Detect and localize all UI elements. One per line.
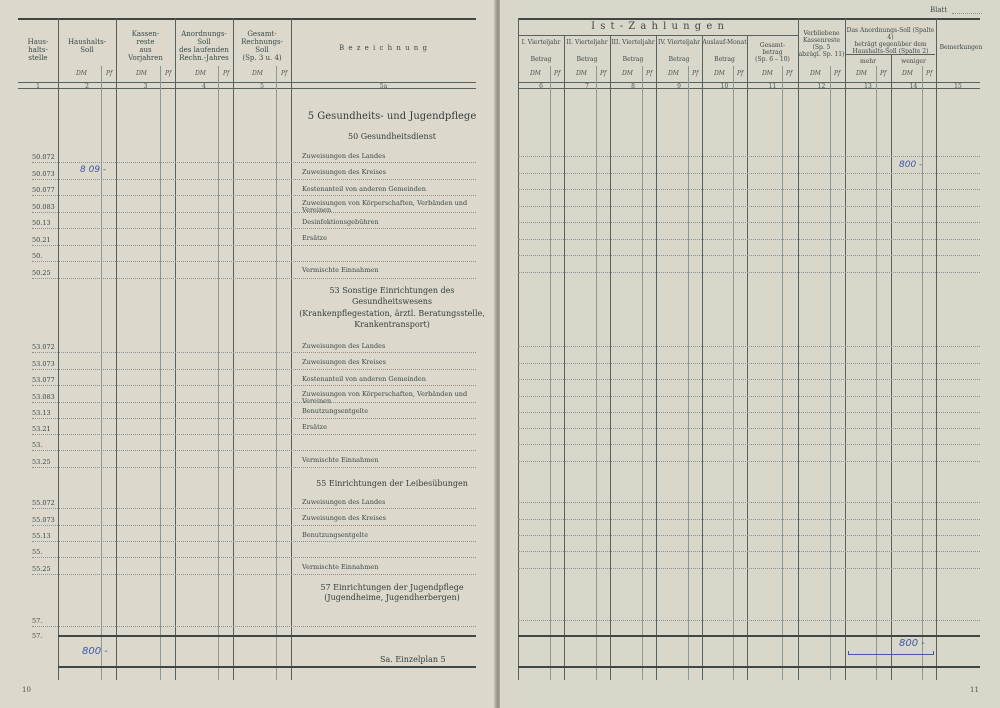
col-number: 5a <box>379 83 388 90</box>
blatt-line <box>952 13 982 14</box>
unit-pf: Pf <box>926 70 933 77</box>
header-verblieben: Verbliebene Kassenreste (Sp. 5 abzügl. Sp. 11) <box>798 30 845 58</box>
unit-pf: Pf <box>554 70 561 77</box>
unit-pf: Pf <box>692 70 699 77</box>
pf-line <box>688 66 689 680</box>
row-rule <box>32 434 476 435</box>
pf-line <box>596 66 597 680</box>
col-number: 1 <box>36 83 40 90</box>
row-rule <box>32 385 476 386</box>
header-betrag: Betrag <box>576 56 598 63</box>
row-desc: Zuweisungen des Kreises <box>302 358 386 366</box>
unit-pf: Pf <box>880 70 887 77</box>
pf-line <box>642 66 643 680</box>
handwritten-total: 800 - <box>82 646 108 657</box>
header-anordnung: Anordnungs- Soll des laufenden Rechn.-Jahres <box>179 30 229 62</box>
unit-dm: DM <box>622 70 633 77</box>
total-rule-bottom <box>518 666 980 668</box>
row-rule <box>518 568 980 569</box>
header-mehr: mehr <box>860 58 876 65</box>
row-code: 53.21 <box>32 425 51 433</box>
header-betrag: Betrag <box>530 56 552 63</box>
row-code: 53. <box>32 441 43 449</box>
pf-line <box>160 66 161 680</box>
col-number: 6 <box>539 83 543 90</box>
unit-pf: Pf <box>834 70 841 77</box>
row-rule <box>32 162 476 163</box>
row-rule <box>32 228 476 229</box>
row-rule <box>518 156 980 157</box>
pf-line <box>830 66 831 680</box>
col-line <box>175 18 176 680</box>
row-rule <box>518 379 980 380</box>
pf-line <box>550 66 551 680</box>
row-rule <box>32 369 476 370</box>
row-code: 50.13 <box>32 219 51 227</box>
unit-dm: DM <box>714 70 725 77</box>
row-rule <box>32 195 476 196</box>
blatt-label: Blatt <box>930 6 948 14</box>
row-code: 50.21 <box>32 236 51 244</box>
row-desc: Desinfektionsgebühren <box>302 218 379 226</box>
unit-pf: Pf <box>786 70 793 77</box>
row-code: 55.13 <box>32 532 51 540</box>
row-rule <box>32 418 476 419</box>
row-code: 53.072 <box>32 343 55 351</box>
row-desc: Zuweisungen von Körperschaften, Verbänden und Vereinen <box>302 199 468 214</box>
header-betrag: Betrag <box>622 56 644 63</box>
row-rule <box>518 255 980 256</box>
col-line <box>656 35 657 680</box>
header-auslauf: Auslauf-Monat <box>702 39 747 46</box>
row-code: 55. <box>32 548 43 556</box>
col-line <box>845 18 846 680</box>
subsection-53: Gesundheitswesens <box>351 297 433 306</box>
col-number: 4 <box>202 83 206 90</box>
header-q1: I. Vierteljahr <box>521 39 561 46</box>
row-code: 50.073 <box>32 170 55 178</box>
row-rule <box>518 206 980 207</box>
row-code: 53.077 <box>32 376 55 384</box>
row-rule <box>32 541 476 542</box>
row-code: 55.25 <box>32 565 51 573</box>
col-line <box>747 35 748 680</box>
row-rule <box>32 450 476 451</box>
col-number: 15 <box>954 83 962 90</box>
col-line <box>116 18 117 680</box>
subsection-55: 55 Einrichtungen der Leibesübungen <box>316 479 468 488</box>
row-rule <box>32 352 476 353</box>
pf-line <box>733 66 734 680</box>
col-number: 2 <box>85 83 89 90</box>
row-rule <box>32 557 476 558</box>
right-page <box>500 0 1000 708</box>
unit-dm: DM <box>576 70 587 77</box>
unit-pf: Pf <box>600 70 607 77</box>
pf-line <box>922 66 923 680</box>
row-rule <box>32 525 476 526</box>
unit-pf: Pf <box>737 70 744 77</box>
row-desc: Benutzungsentgelte <box>302 531 369 539</box>
row-desc: Vermischte Einnahmen <box>302 456 379 464</box>
row-rule <box>518 239 980 240</box>
row-rule <box>32 261 476 262</box>
handwritten-total: 800 - <box>899 638 925 649</box>
row-desc: Kostenanteil von anderen Gemeinden <box>302 375 426 383</box>
header-bezeichnung: B e z e i c h n u n g <box>338 44 429 52</box>
pf-line <box>782 66 783 680</box>
row-rule <box>518 444 980 445</box>
sum-label: Sa. Einzelplan 5 <box>380 655 446 664</box>
row-code: 50.25 <box>32 269 51 277</box>
row-desc: Zuweisungen des Landes <box>302 152 386 160</box>
header-betrag: Betrag <box>714 56 735 63</box>
row-rule <box>518 461 980 462</box>
subsection-53-note: (Krankenpflegestation, ärztl. Beratungsstelle, <box>299 309 485 318</box>
col-line <box>936 18 937 680</box>
header-q2: II. Vierteljahr <box>566 39 608 46</box>
row-desc: Zuweisungen des Landes <box>302 342 386 350</box>
header-gesamt: Gesamt- betrag (Sp. 6 – 10) <box>755 42 790 63</box>
row-rule <box>518 502 980 503</box>
row-rule <box>518 428 980 429</box>
row-rule <box>518 346 980 347</box>
row-rule <box>518 189 980 190</box>
handwritten-amount: 800 - <box>899 160 923 170</box>
col-line <box>891 54 892 680</box>
subsection-57-note: (Jugendheime, Jugendherbergen) <box>324 593 460 602</box>
row-rule <box>518 519 980 520</box>
row-rule <box>32 508 476 509</box>
col-line <box>58 18 59 680</box>
row-code: 57. <box>32 617 43 625</box>
col-line <box>610 35 611 680</box>
row-rule <box>32 467 476 468</box>
row-desc: Zuweisungen des Kreises <box>302 168 386 176</box>
row-rule <box>32 626 476 627</box>
subsection-57: 57 Einrichtungen der Jugendpflege <box>320 583 464 592</box>
row-rule <box>32 574 476 575</box>
row-rule <box>518 363 980 364</box>
row-rule <box>32 402 476 403</box>
unit-dm: DM <box>252 70 263 77</box>
row-rule <box>518 535 980 536</box>
row-desc: Zuweisungen des Landes <box>302 498 386 506</box>
row-desc: Kostenanteil von anderen Gemeinden <box>302 185 426 193</box>
row-code: 53.073 <box>32 360 55 368</box>
unit-dm: DM <box>530 70 541 77</box>
pf-line <box>876 66 877 680</box>
col-line <box>564 35 565 680</box>
row-desc: Benutzungsentgelte <box>302 407 369 415</box>
row-code: 53.13 <box>32 409 51 417</box>
row-code: 50.072 <box>32 153 55 161</box>
header-q4: IV. Vierteljahr <box>657 39 701 46</box>
col-number: 13 <box>864 83 872 90</box>
page-number: 11 <box>970 686 979 694</box>
unit-pf: Pf <box>106 70 113 77</box>
col-number: 9 <box>677 83 681 90</box>
row-rule <box>518 272 980 273</box>
total-rule <box>58 635 476 637</box>
row-code: 50. <box>32 252 43 260</box>
col-line <box>798 18 799 680</box>
col-number: 3 <box>143 83 148 90</box>
row-desc: Zuweisungen des Kreises <box>302 514 386 522</box>
pf-line <box>276 66 277 680</box>
unit-pf: Pf <box>646 70 653 77</box>
row-code: 55.072 <box>32 499 55 507</box>
row-rule <box>518 620 980 621</box>
total-rule <box>518 635 980 637</box>
row-desc: Vermischte Einnahmen <box>302 563 379 571</box>
header-bemerkungen: Bemerkungen <box>939 44 983 51</box>
col-line <box>233 18 234 680</box>
row-rule <box>518 412 980 413</box>
row-code: 53.083 <box>32 393 55 401</box>
pf-line <box>218 66 219 680</box>
header-q3: III. Vierteljahr <box>611 39 655 46</box>
row-code: 55.073 <box>32 516 55 524</box>
col-number: 12 <box>817 83 826 90</box>
row-desc: Vermischte Einnahmen <box>302 266 379 274</box>
top-rule <box>18 18 476 20</box>
row-code: 53.25 <box>32 458 51 466</box>
ist-rule <box>518 35 798 36</box>
unit-dm: DM <box>810 70 821 77</box>
row-rule <box>32 212 476 213</box>
row-rule <box>518 173 980 174</box>
page-number: 10 <box>22 686 31 694</box>
ist-title: I s t - Z a h l u n g e n <box>591 21 725 32</box>
unit-dm: DM <box>668 70 679 77</box>
handwritten-bracket <box>848 651 934 655</box>
row-rule <box>32 278 476 279</box>
row-code: 50.077 <box>32 186 55 194</box>
unit-dm: DM <box>136 70 147 77</box>
header-stelle: Haus- halts- stelle <box>27 38 49 62</box>
col-number: 11 <box>768 83 777 90</box>
subsection-53: 53 Sonstige Einrichtungen des <box>329 286 455 295</box>
unit-dm: DM <box>762 70 773 77</box>
left-page <box>0 0 497 708</box>
unit-pf: Pf <box>165 70 172 77</box>
unit-dm: DM <box>195 70 206 77</box>
unit-dm: DM <box>76 70 87 77</box>
row-rule <box>518 222 980 223</box>
row-desc: Ersätze <box>302 423 327 431</box>
col-number: 14 <box>909 83 918 90</box>
col-number: 10 <box>720 83 729 90</box>
col-number: 8 <box>631 83 635 90</box>
row-rule <box>518 396 980 397</box>
col-number: 5 <box>260 83 264 90</box>
unit-pf: Pf <box>281 70 288 77</box>
col-number: 7 <box>585 83 589 90</box>
row-desc: Ersätze <box>302 234 327 242</box>
subsection-53-note: Krankentransport) <box>354 320 430 329</box>
row-rule <box>518 551 980 552</box>
header-gesamt: Gesamt- Rechnungs- Soll (Sp. 3 u. 4) <box>241 30 283 62</box>
unit-dm: DM <box>902 70 913 77</box>
row-code: 57. <box>32 632 43 640</box>
header-anordnung-soll: Das Anordnungs-Soll (Spalte 4) beträgt gegenüber dem Haushalts-Soll (Spalte 2) <box>846 27 935 55</box>
subsection-50: 50 Gesundheitsdienst <box>347 132 437 141</box>
col-line <box>702 35 703 680</box>
row-rule <box>32 179 476 180</box>
header-weniger: weniger <box>901 58 926 65</box>
col-line <box>518 18 519 680</box>
top-rule <box>518 18 980 20</box>
row-rule <box>32 245 476 246</box>
header-betrag: Betrag <box>668 56 690 63</box>
total-rule-bottom <box>58 666 476 668</box>
row-desc: Zuweisungen von Körperschaften, Verbänden und Vereinen <box>302 390 468 405</box>
row-code: 50.083 <box>32 203 55 211</box>
header-soll: Haushalts- Soll <box>67 38 107 54</box>
pf-line <box>101 66 102 680</box>
header-reste: Kassen- reste aus Vorjahren <box>128 30 163 62</box>
unit-dm: DM <box>856 70 867 77</box>
handwritten-amount: 8 09 - <box>80 165 107 175</box>
unit-pf: Pf <box>223 70 230 77</box>
section-title: 5 Gesundheits- und Jugendpflege <box>307 111 477 122</box>
